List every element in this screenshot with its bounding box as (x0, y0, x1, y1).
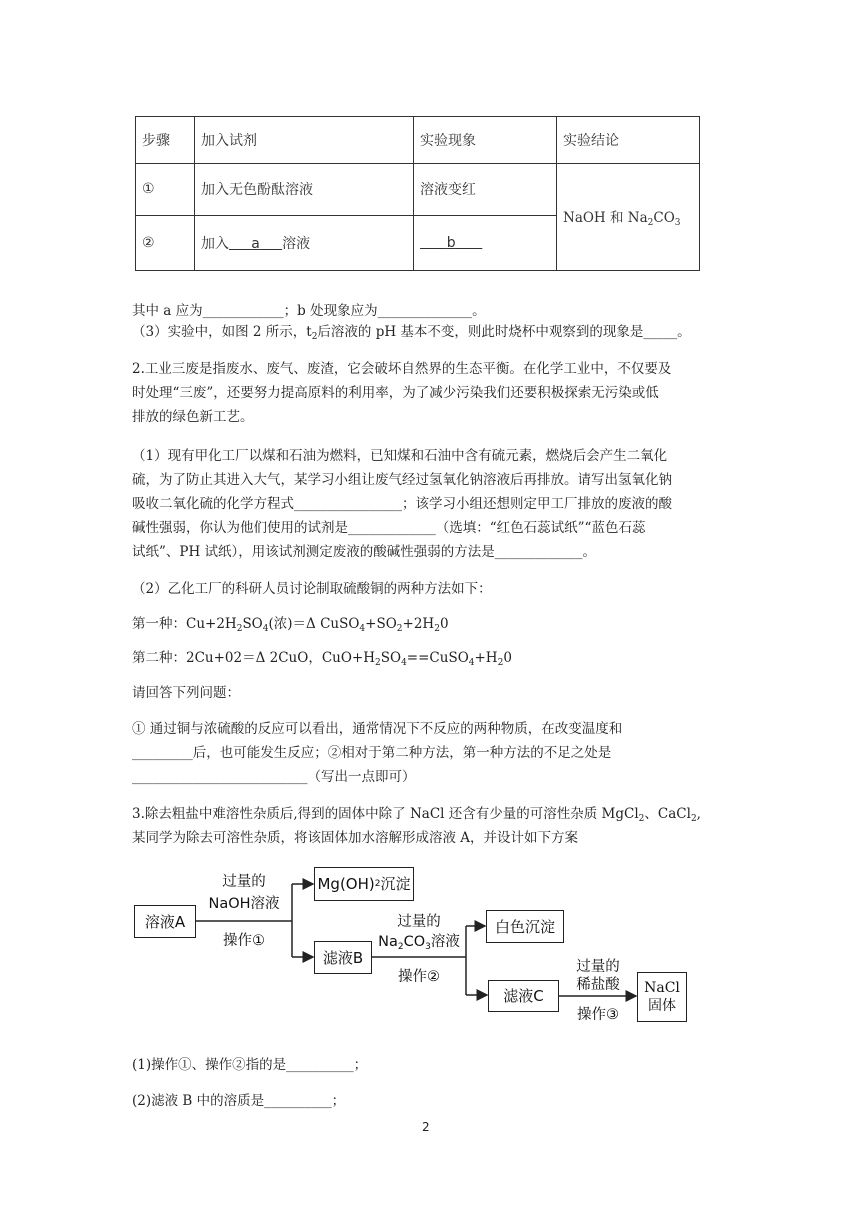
q2-p1-2: 硫，为了防止其进入大气，某学习小组让废气经过氢氧化钠溶液后再排放。请写出氢氧化钠 (132, 472, 672, 488)
label-operation-2: 操作② (398, 969, 440, 985)
table-cell: 加入无色酚酞溶液 (195, 163, 414, 216)
q2-p1-3: 吸收二氧化硫的化学方程式________________；该学习小组还想则定甲工厂排放的废液的酸 (132, 496, 672, 512)
q2-intro-3: 排放的绿色新工艺。 (132, 409, 254, 425)
table-header: 实验结论 (557, 117, 700, 164)
label-operation-3: 操作③ (577, 1007, 619, 1023)
label-hcl: 稀盐酸 (576, 977, 620, 993)
q3-line-1: 3.除去粗盐中难溶性杂质后,得到的固体中除了 NaCl 还含有少量的可溶性杂质 MgCl$_2$、CaCl$_2$, (132, 806, 701, 824)
q2-ask: 请回答下列问题： (132, 685, 240, 701)
blank-b: b (446, 235, 456, 252)
label-operation-1: 操作① (223, 933, 265, 949)
box-filtrate-b: 滤液B (314, 941, 372, 974)
q1-line-b: （3）实验中，如图 2 所示，$t_2$后溶液的 pH 基本不变，则此时烧杯中观察到的现象是_____。 (132, 324, 691, 342)
q2-p1-5: 试纸”、PH 试纸），用该试剂测定废液的酸碱性强弱的方法是_____________。 (132, 544, 597, 560)
box-nacl-solid: NaCl 固体 (637, 972, 687, 1022)
label-excess-3: 过量的 (576, 959, 620, 975)
box-white-precipitate: 白色沉淀 (486, 910, 564, 943)
table-cell: ① (136, 163, 195, 216)
box-mgoh2: Mg(OH) 2 沉淀 (314, 867, 414, 901)
q1-line-a: 其中 a 应为____________；b 处现象应为______________。 (132, 303, 486, 319)
q2-answer-1: ① 通过铜与浓硫酸的反应可以看出，通常情况下不反应的两种物质，在改变温度和 (132, 721, 623, 737)
box-solution-a: 溶液A (134, 905, 196, 938)
method-1: 第一种：$Cu+2H_2SO_4$(浓)＝Δ $CuSO_4+SO_2+2H_20$ (132, 616, 449, 634)
q2-answer-3: __________________________（写出一点即可） (132, 769, 416, 785)
table-cell: 加入 a 溶液 (195, 216, 414, 271)
label-excess-1: 过量的 (222, 874, 266, 890)
label-excess-2: 过量的 (397, 914, 441, 930)
box-filtrate-c: 滤液C (488, 980, 559, 1012)
label-na2co3: $Na_2CO_3$溶液 (378, 934, 460, 952)
q2-p1-4: 碱性强弱，你认为他们使用的试剂是_____________（选填：“红色石蕊试纸”“蓝色石蕊 (132, 520, 646, 536)
q2-intro-1: 2.工业三废是指废水、废气、废渣，它会破坏自然界的生态平衡。在化学工业中，不仅要及 (132, 361, 672, 377)
table-header: 加入试剂 (195, 117, 414, 164)
table-cell: 溶液变红 (414, 163, 557, 216)
q3-sub-2: (2)滤液 B 中的溶质是__________； (132, 1093, 346, 1109)
q2-p1-1: （1）现有甲化工厂以煤和石油为燃料，已知煤和石油中含有硫元素，燃烧后会产生二氧化 (132, 448, 668, 464)
page-number: 2 (422, 1120, 430, 1134)
table-cell: ② (136, 216, 195, 271)
table-header: 实验现象 (414, 117, 557, 164)
table-header: 步骤 (136, 117, 195, 164)
q2-p2: （2）乙化工厂的科研人员讨论制取硫酸铜的两种方法如下： (132, 581, 492, 597)
blank-a: a (251, 236, 260, 253)
q2-intro-2: 时处理“三废”，还要努力提高原料的利用率，为了减少污染我们还要积极探索无污染或低 (132, 385, 659, 401)
label-naoh: NaOH溶液 (208, 896, 280, 912)
q3-sub-1: (1)操作①、操作②指的是__________； (132, 1057, 368, 1073)
table-conclusion: NaOH 和 $Na_2CO_3$ (557, 163, 700, 271)
q2-answer-2: _________后，也可能发生反应；②相对于第二种方法，第一种方法的不足之处是 (132, 745, 612, 761)
q3-line-2: 某同学为除去可溶性杂质，将该固体加水溶解形成溶液 A，并设计如下方案 (132, 830, 579, 846)
method-2: 第二种：2Cu+02＝Δ 2CuO，$CuO+H_2SO_4==CuSO_4+H_20$ (132, 650, 512, 668)
